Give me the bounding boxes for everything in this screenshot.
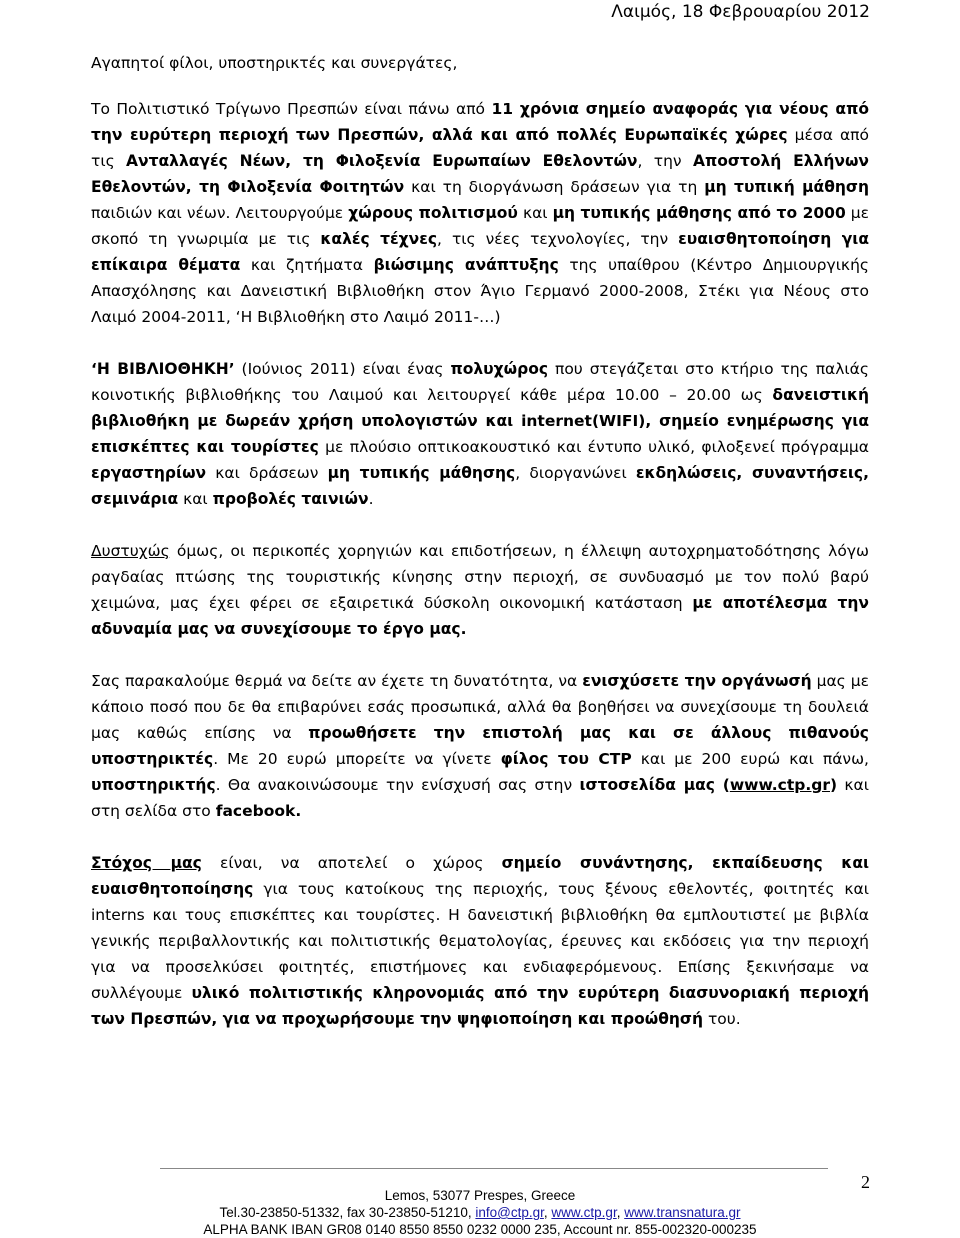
footer-address: Lemos, 53077 Prespes, Greece — [384, 1188, 576, 1203]
website-link-ctp[interactable]: www.ctp.gr — [551, 1205, 617, 1220]
bold-run: Ανταλλαγές Νέων, τη Φιλοξενία Ευρωπαίων Εθελοντών — [126, 152, 638, 170]
text-run: , διοργανώνει — [515, 464, 636, 482]
bold-run: φίλος του CTP — [500, 750, 632, 768]
letter-body — [91, 50, 869, 1032]
page-number: 2 — [861, 1172, 870, 1192]
bold-run: facebook. — [215, 802, 302, 820]
bold-run: μη τυπικής μάθησης από το 2000 — [552, 204, 846, 222]
text-run: και στη σελίδα στο — [91, 776, 869, 820]
bold-run: μη τυπικής μάθησης — [327, 464, 516, 482]
text-run: και δράσεων — [206, 464, 328, 482]
bold-run: σημείο συνάντησης, εκπαίδευσης και ευαισθητοποίησης — [91, 854, 870, 898]
bold-run: υποστηρικτής — [91, 776, 216, 794]
separator: , — [616, 1205, 625, 1220]
website-link-transnatura[interactable]: www.transnatura.gr — [624, 1205, 741, 1220]
bold-run: δανειστική βιβλιοθήκη με δωρεάν χρήση υπολογιστών και internet(WIFI), σημείο ενημέρωσης για επισκέπτες και τουρίστες — [91, 386, 869, 456]
footer-contacts — [0, 1204, 960, 1221]
text-run: (Ιούνιος 2011) είναι ένας — [234, 360, 451, 378]
bold-run: ευαισθητοποίηση για επίκαιρα θέματα — [91, 230, 869, 274]
footer — [0, 1187, 960, 1238]
bold-run: ) — [830, 776, 838, 794]
text-run: . Με 20 ευρώ μπορείτε να γίνετε — [213, 750, 501, 768]
paragraph-goal — [91, 850, 869, 1032]
text-run: και με 200 ευρώ και πάνω, — [631, 750, 869, 768]
text-run: του. — [703, 1010, 741, 1028]
text-run: μας με κάποιο ποσό που δε θα επιβαρύνει εσάς προσωπικά, αλλά θα βοηθήσει να συνεχίσουμε τη δουλειά μας καθώς επίσης να — [91, 672, 869, 742]
text-run: και τη διοργάνωση δράσεων για τη — [404, 178, 705, 196]
bold-run: πολυχώρος — [450, 360, 549, 378]
bold-run: ‘Η ΒΙΒΛΙΟΘΗΚΗ’ — [91, 360, 235, 378]
text-run: με πλούσιο οπτικοακουστικό και έντυπο υλικό, φιλοξενεί πρόγραμμα — [318, 438, 869, 456]
text-run: της υπαίθρου (Κέντρο Δημιουργικής Απασχόλησης και Δανειστική Βιβλιοθήκη στον Άγιο Γερμανό 2000-2008, Στέκι για Νέους στο Λαιμό 2004-2011, ‘Η Βιβλιοθήκη στο Λαιμό 2011-…) — [91, 256, 869, 326]
footer-phone-fax: Tel.30-23850-51332, fax 30-23850-51210, — [219, 1205, 476, 1220]
text-run: όμως, οι περικοπές χορηγιών και επιδοτήσεων, η έλλειψη αυτοχρηματοδότησης λόγω ραγδαίας πτώσης της τουριστικής κίνησης στην περιοχή, σε συνδυασμό με τον πολύ βαρύ χειμώνα, μας έχει φέρει σε εξαιρετικά δύσκολη οικονομική κατάσταση — [91, 542, 869, 612]
bold-run: καλές τέχνες — [320, 230, 438, 248]
letter-date: Λαιμός, 18 Φεβρουαρίου 2012 — [611, 2, 870, 22]
underlined-bold-run: Στόχος μας — [91, 854, 202, 872]
paragraph-appeal — [91, 668, 869, 824]
text-run: Το Πολιτιστικό Τρίγωνο Πρεσπών είναι πάνω από — [91, 100, 492, 118]
bold-run: χώρους πολιτισμού — [348, 204, 518, 222]
email-link[interactable]: info@ctp.gr — [475, 1205, 544, 1220]
bold-run: 11 χρόνια σημείο αναφοράς για νέους από την ευρύτερη περιοχή των Πρεσπών, αλλά και από πολλές Ευρωπαϊκές χώρες — [91, 100, 869, 144]
bold-run: Αποστολή Ελλήνων Εθελοντών, τη Φιλοξενία Φοιτητών — [91, 152, 869, 196]
text-run: , τις νέες τεχνολογίες, την — [437, 230, 679, 248]
bold-run: εργαστηρίων — [91, 464, 207, 482]
bold-run: βιώσιμης ανάπτυξης — [373, 256, 559, 274]
website-link[interactable]: www.ctp.gr — [729, 776, 830, 794]
text-run: είναι, να αποτελεί ο χώρος — [201, 854, 502, 872]
salutation: Αγαπητοί φίλοι, υποστηρικτές και συνεργάτες, — [91, 54, 458, 72]
text-run: που στεγάζεται στο κτήριο της παλιάς κοινοτικής βιβλιοθήκης του Λαιμού και λειτουργεί κάθε μέρα 10.00 – 20.00 ως — [91, 360, 869, 404]
bold-run: προβολές ταινιών — [212, 490, 369, 508]
bold-run: μη τυπική μάθηση — [704, 178, 869, 196]
text-run: , την — [637, 152, 693, 170]
separator: , — [543, 1205, 552, 1220]
paragraph-library — [91, 356, 869, 512]
footer-divider — [160, 1168, 828, 1169]
text-run: μέσα από τις — [91, 126, 869, 170]
bold-run: εκδηλώσεις, συναντήσεις, σεμινάρια — [91, 464, 869, 508]
text-run: με σκοπό τη γνωριμία με τις — [91, 204, 870, 248]
text-run: . Θα ανακοινώσουμε την ενίσχυσή σας στην — [215, 776, 580, 794]
bold-run: ενισχύσετε την οργάνωσή — [582, 672, 812, 690]
text-run: . — [368, 490, 374, 508]
text-run: Σας παρακαλούμε θερμά να δείτε αν έχετε τη δυνατότητα, να — [91, 672, 583, 690]
text-run: και — [517, 204, 553, 222]
text-run: και — [178, 490, 213, 508]
bold-run: υλικό πολιτιστικής κληρονομιάς από την ευρύτερη διασυνοριακή περιοχή των Πρεσπών, για να προχωρήσουμε την ψηφιοποίηση και προώθησή — [91, 984, 870, 1028]
underlined-run: Δυστυχώς — [91, 542, 170, 560]
text-run: για τους κατοίκους της περιοχής, τους ξένους εθελοντές, φοιτητές και interns και τους επισκέπτες και τουρίστες. Η δανειστική βιβλιοθήκη θα εμπλουτιστεί με βιβλία γενικής περιβαλλοντικής και πολιτιστικής θεματολογίας, έρευνες και εκδόσεις για την περιοχή για να προσελκύσει φοιτητές, επιστήμονες και ενδιαφερόμενους. Επίσης ξεκινήσαμε να συλλέγουμε — [91, 880, 869, 1002]
text-run: παιδιών και νέων. Λειτουργούμε — [91, 204, 349, 222]
text-run: και ζητήματα — [240, 256, 374, 274]
footer-bank-details: ALPHA BANK IBAN GR08 0140 8550 8550 0232 0000 235, Account nr. 855-002320-000235 — [203, 1222, 757, 1237]
bold-run: με αποτέλεσμα την αδυναμία μας να συνεχίσουμε το έργο μας. — [91, 594, 869, 638]
bold-run: ιστοσελίδα μας ( — [579, 776, 730, 794]
paragraph-intro — [91, 96, 869, 330]
paragraph-difficulties — [91, 538, 869, 642]
bold-run: προωθήσετε την επιστολή μας και σε άλλους πιθανούς υποστηρικτές — [91, 724, 869, 768]
